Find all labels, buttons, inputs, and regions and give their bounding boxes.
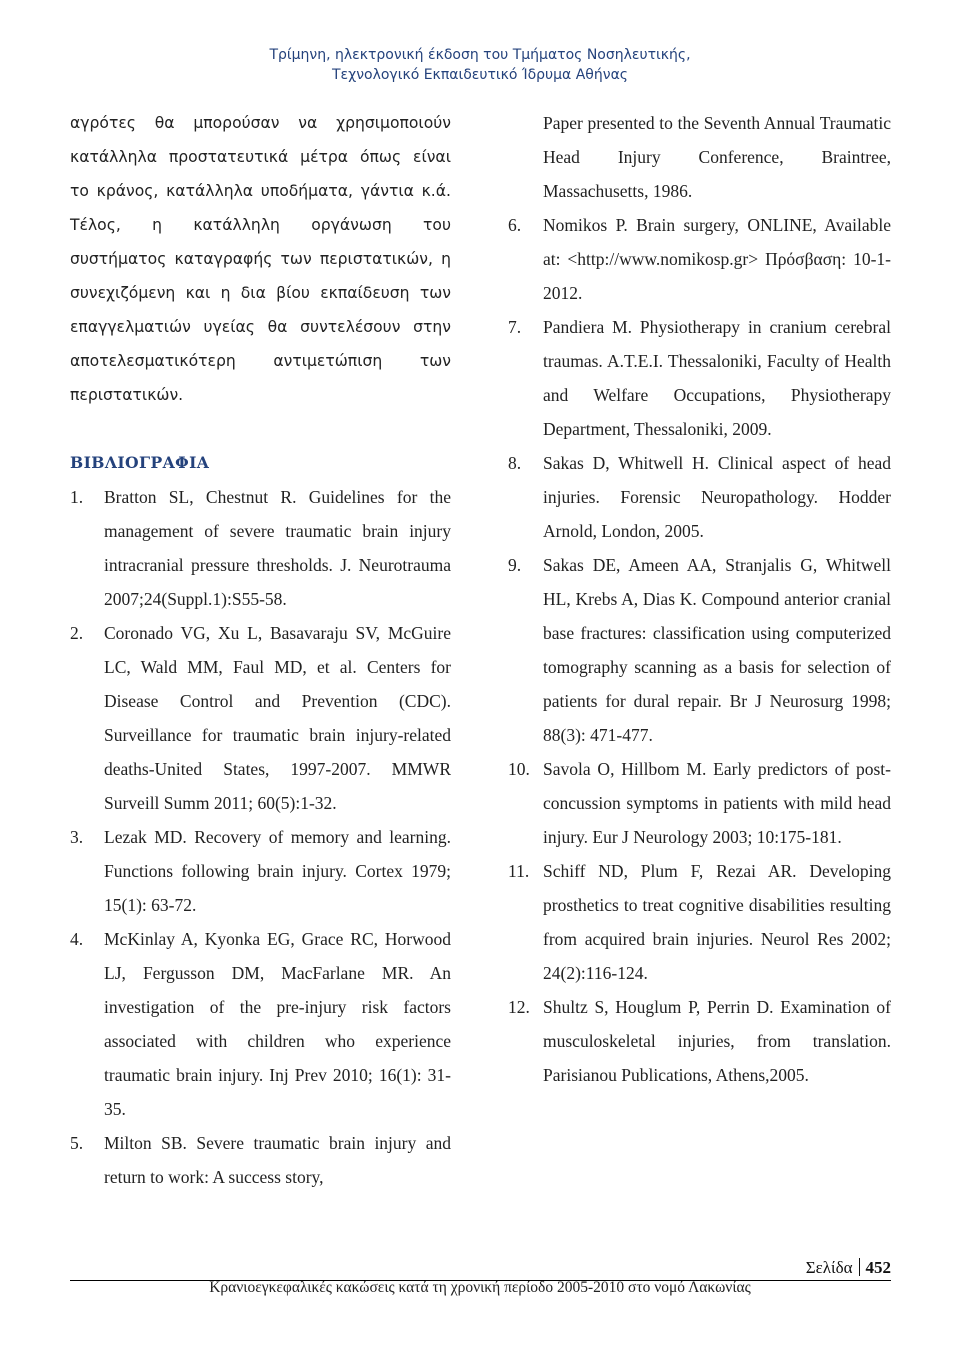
footer-title: Κρανιοεγκεφαλικές κακώσεις κατά τη χρονική περίοδο 2005-2010 στο νομό Λακωνίας <box>209 1279 751 1296</box>
page-separator <box>859 1258 860 1276</box>
references-list-right <box>508 106 891 1092</box>
reference-item <box>508 752 891 854</box>
reference-item <box>508 310 891 446</box>
reference-number: 7. <box>508 317 522 337</box>
reference-text: Lezak MD. Recovery of memory and learning. Functions following brain injury. Cortex 1979; 15(1): 63-72. <box>104 827 451 915</box>
body-paragraph: αγρότες θα μπορούσαν να χρησιμοποιούν κατάλληλα προστατευτικά μέτρα όπως είναι το κράνος, κατάλληλα υποδήματα, γάντια κ.ά. Τέλος, η κατάλληλη οργάνωση του συστήματος καταγραφής των περιστατικών, η συνεχιζόμενη και η δια βίου εκπαίδευση των επαγγελματιών υγείας θα συντελέσουν στην αποτελεσματικότερη αντιμετώπιση των περιστατικών. <box>70 114 451 404</box>
reference-text: Nomikos P. Brain surgery, ONLINE, Available at: <http://www.nomikosp.gr> Πρόσβαση: 10-1-2012. <box>543 215 891 303</box>
reference-number: 2. <box>70 623 84 643</box>
reference-number: 12. <box>508 997 530 1017</box>
reference-item <box>70 820 451 922</box>
page-number-block <box>700 1258 891 1278</box>
reference-text: Bratton SL, Chestnut R. Guidelines for the management of severe traumatic brain injury intracranial pressure thresholds. J. Neurotrauma 2007;24(Suppl.1):S55-58. <box>104 487 451 609</box>
reference-item <box>508 990 891 1092</box>
reference-text: Milton SB. Severe traumatic brain injury and return to work: A success story, <box>104 1133 451 1187</box>
reference-number: 8. <box>508 453 522 473</box>
journal-header-line-2: Τεχνολογικό Εκπαιδευτικό Ίδρυμα Αθήνας <box>331 67 629 83</box>
reference-text: Shultz S, Houglum P, Perrin D. Examination of musculoskeletal injuries, from translation. Parisianou Publications, Athens,2005. <box>543 997 891 1085</box>
reference-number: 5. <box>70 1133 84 1153</box>
reference-number: 1. <box>70 487 84 507</box>
reference-text: Coronado VG, Xu L, Basavaraju SV, McGuire LC, Wald MM, Faul MD, et al. Centers for Disease Control and Prevention (CDC). Surveillance for traumatic brain injury-related deaths-United States, 1997-2007. MMWR Surveill Summ 2011; 60(5):1-32. <box>104 623 451 813</box>
reference-item <box>70 616 451 820</box>
page-number: 452 <box>865 1258 891 1277</box>
references-heading: ΒΙΒΛΙΟΓΡΑΦΙΑ <box>70 453 210 472</box>
reference-text: McKinlay A, Kyonka EG, Grace RC, Horwood LJ, Fergusson DM, MacFarlane MR. An investigation of the pre-injury risk factors associated with children who experience traumatic brain injury. Inj Prev 2010; 16(1): 31-35. <box>104 929 451 1119</box>
reference-text: Sakas D, Whitwell H. Clinical aspect of head injuries. Forensic Neuropathology. Hodder Arnold, London, 2005. <box>543 453 891 541</box>
reference-item <box>508 548 891 752</box>
journal-header <box>0 45 960 85</box>
reference-item <box>70 922 451 1126</box>
left-column <box>70 106 451 1194</box>
reference-text: Schiff ND, Plum F, Rezai AR. Developing prosthetics to treat cognitive disabilities resulting from acquired brain injuries. Neurol Res 2002; 24(2):116-124. <box>543 861 891 983</box>
reference-number: 11. <box>508 861 530 881</box>
reference-text: Sakas DE, Ameen AA, Stranjalis G, Whitwell HL, Krebs A, Dias K. Compound anterior cranial base fractures: classification using computerized tomography scanning as a basis for selection of patients for dural repair. Br J Neurosurg 1998; 88(3): 471-477. <box>543 555 891 745</box>
references-list-left <box>70 480 451 1194</box>
reference-item <box>508 208 891 310</box>
reference-item <box>508 854 891 990</box>
right-column <box>508 106 891 1092</box>
journal-header-line-1: Τρίμηνη, ηλεκτρονική έκδοση του Τμήματος Νοσηλευτικής, <box>269 47 691 63</box>
reference-text: Pandiera M. Physiotherapy in cranium cerebral traumas. A.T.E.I. Thessaloniki, Faculty of Health and Welfare Occupations, Physiotherapy Department, Thessaloniki, 2009. <box>543 317 891 439</box>
page-label: Σελίδα <box>805 1258 853 1277</box>
reference-item <box>508 446 891 548</box>
reference-number: 4. <box>70 929 84 949</box>
reference-number: 10. <box>508 759 530 779</box>
reference-number: 3. <box>70 827 84 847</box>
reference-continuation <box>508 106 891 208</box>
reference-text: Savola O, Hillbom M. Early predictors of post-concussion symptoms in patients with mild head injury. Eur J Neurology 2003; 10:175-181. <box>543 759 891 847</box>
reference-item <box>70 480 451 616</box>
reference-text: Paper presented to the Seventh Annual Traumatic Head Injury Conference, Braintree, Massachusetts, 1986. <box>543 113 891 201</box>
reference-number: 6. <box>508 215 522 235</box>
reference-item <box>70 1126 451 1194</box>
reference-number: 9. <box>508 555 522 575</box>
